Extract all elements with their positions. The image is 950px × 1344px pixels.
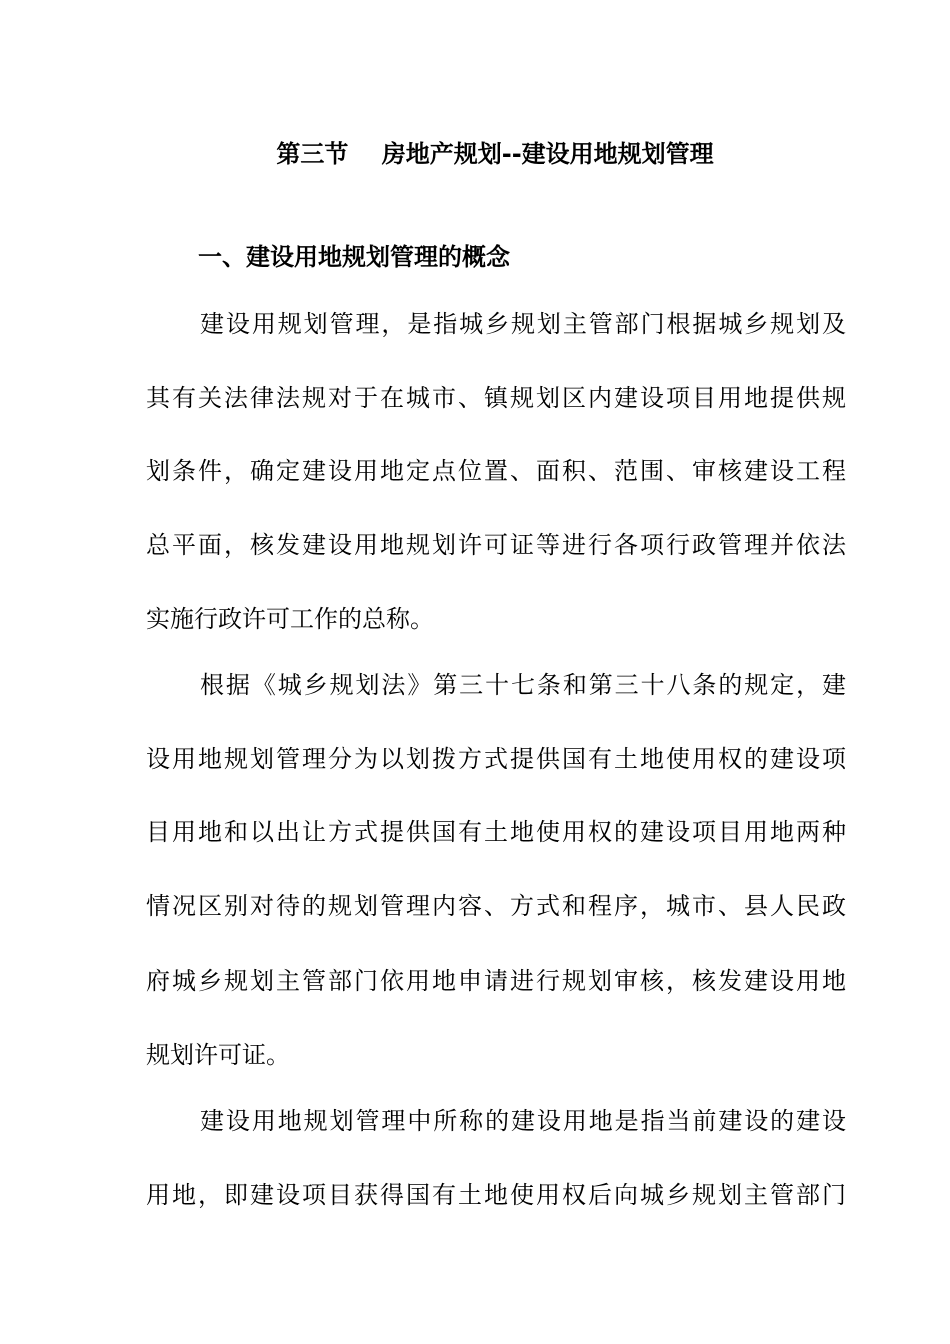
paragraph-line: 根据《城乡规划法》第三十七条和第三十八条的规定，建 bbox=[200, 671, 846, 699]
paragraph-line: 其有关法律法规对于在城市、镇规划区内建设项目用地提供规 bbox=[146, 384, 846, 412]
paragraph-line: 规划许可证。 bbox=[146, 1041, 290, 1069]
paragraph-line: 建设用规划管理，是指城乡规划主管部门根据城乡规划及 bbox=[200, 310, 846, 338]
paragraph-line: 用地，即建设项目获得国有土地使用权后向城乡规划主管部门 bbox=[146, 1181, 846, 1209]
paragraph-line: 设用地规划管理分为以划拨方式提供国有土地使用权的建设项 bbox=[146, 745, 846, 773]
paragraph-line: 府城乡规划主管部门依用地申请进行规划审核，核发建设用地 bbox=[146, 967, 846, 995]
paragraph-line: 建设用地规划管理中所称的建设用地是指当前建设的建设 bbox=[200, 1107, 846, 1135]
paragraph-line: 实施行政许可工作的总称。 bbox=[146, 605, 434, 633]
paragraph-line: 总平面，核发建设用地规划许可证等进行各项行政管理并依法 bbox=[146, 531, 846, 559]
section-heading: 一、建设用地规划管理的概念 bbox=[198, 243, 510, 271]
paragraph-line: 情况区别对待的规划管理内容、方式和程序，城市、县人民政 bbox=[146, 892, 846, 920]
paragraph-line: 目用地和以出让方式提供国有土地使用权的建设项目用地两种 bbox=[146, 818, 846, 846]
page-title: 第三节 房地产规划--建设用地规划管理 bbox=[276, 140, 714, 168]
paragraph-line: 划条件，确定建设用地定点位置、面积、范围、审核建设工程 bbox=[146, 457, 846, 485]
